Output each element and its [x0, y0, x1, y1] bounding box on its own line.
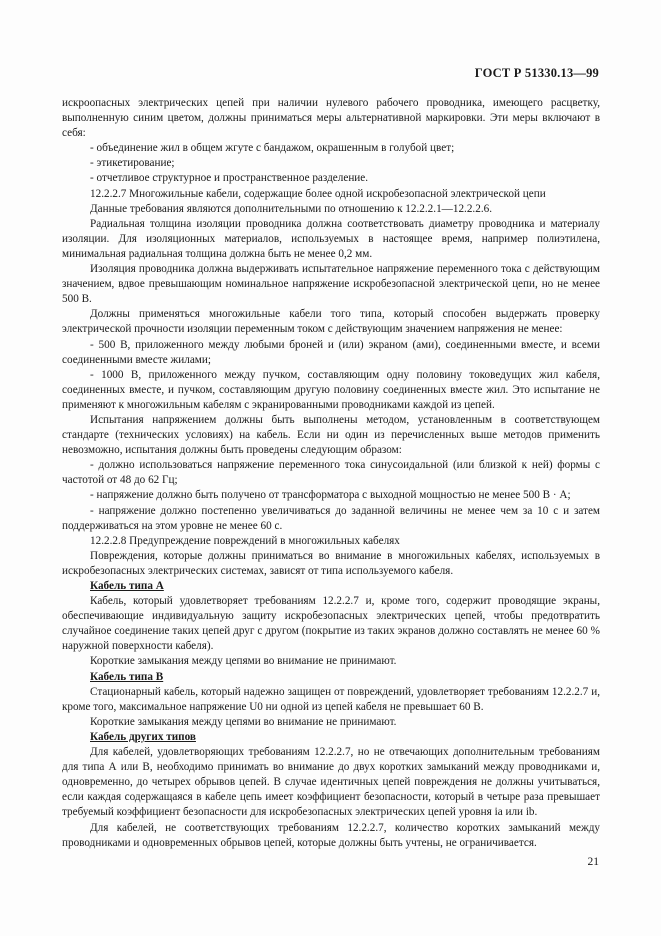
paragraph: Короткие замыкания между цепями во внимание не принимают.: [90, 715, 397, 728]
list-item: - напряжение должно быть получено от трансформатора с выходной мощностью не менее 500 В · А;: [90, 489, 571, 502]
list-item: - этикетирование;: [90, 157, 175, 170]
paragraph: Короткие замыкания между цепями во внимание не принимают.: [90, 655, 397, 668]
subheading-cable-other-types: Кабель других типов: [90, 730, 196, 743]
list-item: - напряжение должно постепенно увеличиваться до заданной величины не менее чем за 10 с и затем поддерживаться на этом уровне не менее 60 с.: [62, 504, 600, 532]
paragraph: искроопасных электрических цепей при наличии нулевого рабочего проводника, имеющего расцветку, выполненную синим цветом, должны приниматься меры альтернативной маркировки. Эти меры включают в себя:: [62, 97, 600, 140]
page-number: 21: [587, 856, 599, 868]
paragraph: Испытания напряжением должны быть выполнены методом, установленным в соответствующем стандарте (технических условиях) на кабель. Если ни один из перечисленных выше методов применить невозможно, испытания должны быть проведены следующим образом:: [62, 413, 600, 457]
document-body: [62, 96, 600, 851]
paragraph: Должны применяться многожильные кабели того типа, который способен выдержать проверку электрической прочности изоляции переменным током с действующим значением напряжения не менее:: [62, 308, 600, 336]
paragraph: Кабель, который удовлетворяет требованиям 12.2.2.7 и, кроме того, содержит проводящие экраны, обеспечивающие индивидуальную защиту искробезопасных электрических цепей, чтобы предотвратить случайное соединение таких цепей друг с другом (покрытие из таких экранов должно составлять не менее 60 % наружной поверхности кабеля).: [62, 595, 600, 653]
paragraph: Данные требования являются дополнительными по отношению к 12.2.2.1—12.2.2.6.: [90, 202, 493, 215]
list-item: - отчетливое структурное и пространственное разделение.: [90, 172, 369, 185]
list-item: - 500 В, приложенного между любыми броней и (или) экраном (ами), соединенными вместе, и всеми соединенными вместе жилами;: [62, 338, 600, 366]
list-item: - должно использоваться напряжение переменного тока синусоидальной (или близкой к ней) формы с частотой от 48 до 62 Гц;: [62, 459, 600, 487]
paragraph: Для кабелей, не соответствующих требованиям 12.2.2.7, количество коротких замыканий между проводниками и одновременных обрывов цепей, которые должны быть учтены, не ограничивается.: [62, 821, 600, 849]
document-code: ГОСТ Р 51330.13—99: [474, 66, 599, 80]
paragraph: Изоляция проводника должна выдерживать испытательное напряжение переменного тока с действующим значением, вдвое превышающим номинальное напряжение искробезопасной электрической цепи, но не менее 500 В.: [62, 263, 600, 306]
paragraph: Стационарный кабель, который надежно защищен от повреждений, удовлетворяет требованиям 12.2.2.7 и, кроме того, максимальное напряжение U0 ни одной из цепей кабеля не превышает 60 В.: [62, 685, 600, 713]
subheading-cable-type-b: Кабель типа В: [90, 670, 164, 683]
paragraph: Для кабелей, удовлетворяющих требованиям 12.2.2.7, но не отвечающих дополнительным требованиям для типа А или В, необходимо принимать во внимание до двух коротких замыканий между проводниками и, одновременно, до четырех обрывов цепей. В случае идентичных цепей повреждения не должны учитываться, если каждая содержащаяся в кабеле цепь имеет коэффициент безопасности, который в четыре раза превышает требуемый коэффициент безопасности для искробезопасных электрических цепей уровня ia или ib.: [62, 746, 600, 819]
list-item: - объединение жил в общем жгуте с бандажом, окрашенным в голубой цвет;: [90, 142, 455, 155]
paragraph: Радиальная толщина изоляции проводника должна соответствовать диаметру проводника и материалу изоляции. Для изоляционных материалов, используемых в настоящее время, например полиэтилена, минимальная радиальная толщина должна быть не менее 0,2 мм.: [62, 217, 600, 260]
list-item: - 1000 В, приложенного между пучком, составляющим одну половину токоведущих жил кабеля, соединенных вместе, и пучком, составляющим другую половину соединенных вместе жил. Это испытание не применяют к многожильным кабелям с экранированными проводниками каждой из цепей.: [62, 368, 600, 411]
subheading-cable-type-a: Кабель типа А: [90, 580, 164, 592]
section-heading: 12.2.2.8 Предупреждение повреждений в многожильных кабелях: [90, 534, 400, 547]
section-heading: 12.2.2.7 Многожильные кабели, содержащие более одной искробезопасной электрической цепи: [90, 187, 546, 200]
paragraph: Повреждения, которые должны приниматься во внимание в многожильных кабелях, используемых в искробезопасных электрических системах, зависят от типа используемого кабеля.: [62, 549, 600, 577]
